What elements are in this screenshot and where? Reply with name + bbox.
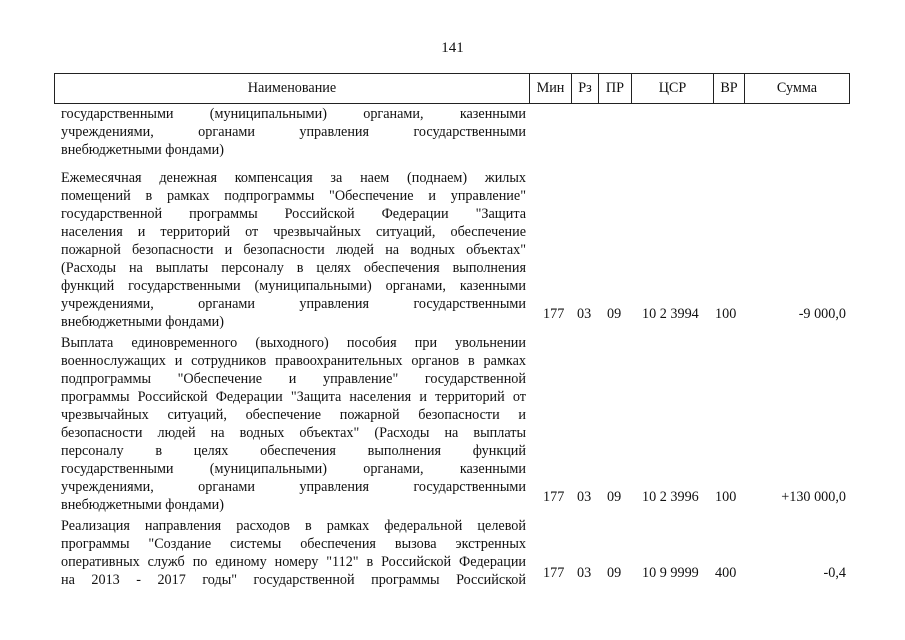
column-header-min: Мин	[529, 74, 571, 103]
description-line: Ежемесячная денежная компенсация за наем (поднаем) жилых	[61, 170, 526, 186]
cell-sum: -9 000,0	[798, 306, 846, 322]
description-line: внебюджетными фондами)	[61, 142, 224, 158]
cell-min: 177	[543, 489, 565, 505]
description-line: безопасности людей на водных объектах" (Расходы на выплаты	[61, 425, 526, 441]
description-line: программы "Создание системы обеспечения вызова экстренных	[61, 536, 526, 552]
description-line: персоналу в целях обеспечения выполнения функций	[61, 443, 526, 459]
description-line: военнослужащих и сотрудников правоохранительных органов в рамках	[61, 353, 526, 369]
description-line: чрезвычайных ситуаций, обеспечение пожарной безопасности и	[61, 407, 526, 423]
cell-pr: 09	[607, 565, 622, 581]
cell-sum: +130 000,0	[781, 489, 846, 505]
description-line: государственной программы Российской Федерации "Защита	[61, 206, 526, 222]
table-row-description	[61, 334, 526, 514]
description-line: на 2013 - 2017 годы" государственной программы Российской	[61, 572, 526, 588]
cell-rz: 03	[577, 565, 592, 581]
cell-vr: 100	[715, 306, 737, 322]
description-line: учреждениями, органами управления государственными	[61, 296, 526, 312]
description-line: (Расходы на выплаты персоналу в целях обеспечения выполнения	[61, 260, 526, 276]
page-number: 141	[441, 40, 464, 56]
table-row-values	[0, 488, 846, 506]
cell-min: 177	[543, 565, 565, 581]
cell-pr: 09	[607, 489, 622, 505]
table-header	[54, 73, 850, 104]
description-line: Реализация направления расходов в рамках федеральной целевой	[61, 518, 526, 534]
description-line: пожарной безопасности и безопасности людей на водных объектах"	[61, 242, 526, 258]
description-line: государственными (муниципальными) органами, казенными	[61, 106, 526, 122]
description-line: помещений в рамках подпрограммы "Обеспечение и управление"	[61, 188, 526, 204]
table-row-values	[0, 305, 846, 323]
column-header-sum: Сумма	[744, 74, 849, 103]
column-header-rz: Рз	[571, 74, 598, 103]
table-row-description	[61, 105, 526, 159]
description-line: оперативных служб по единому номеру "112" в Российской Федерации	[61, 554, 526, 570]
column-header-vr: ВР	[713, 74, 744, 103]
table-row-values	[0, 564, 846, 582]
cell-pr: 09	[607, 306, 622, 322]
description-line: функций государственными (муниципальными) органами, казенными	[61, 278, 526, 294]
description-line: программы Российской Федерации "Защита населения и территорий от	[61, 389, 526, 405]
description-line: учреждениями, органами управления государственными	[61, 124, 526, 140]
column-header-pr: ПР	[598, 74, 631, 103]
cell-sum: -0,4	[823, 565, 846, 581]
cell-rz: 03	[577, 489, 592, 505]
description-line: населения и территорий от чрезвычайных ситуаций, обеспечение	[61, 224, 526, 240]
cell-rz: 03	[577, 306, 592, 322]
description-line: учреждениями, органами управления государственными	[61, 479, 526, 495]
description-line: государственными (муниципальными) органами, казенными	[61, 461, 526, 477]
cell-vr: 100	[715, 489, 737, 505]
description-line: внебюджетными фондами)	[61, 314, 224, 330]
cell-vr: 400	[715, 565, 737, 581]
description-line: подпрограммы "Обеспечение и управление" государственной	[61, 371, 526, 387]
cell-csr: 10 2 3996	[642, 489, 699, 505]
column-header-csr: ЦСР	[631, 74, 713, 103]
cell-csr: 10 9 9999	[642, 565, 699, 581]
cell-csr: 10 2 3994	[642, 306, 699, 322]
description-line: внебюджетными фондами)	[61, 497, 224, 513]
cell-min: 177	[543, 306, 565, 322]
column-header-name: Наименование	[247, 80, 337, 96]
description-line: Выплата единовременного (выходного) пособия при увольнении	[61, 335, 526, 351]
